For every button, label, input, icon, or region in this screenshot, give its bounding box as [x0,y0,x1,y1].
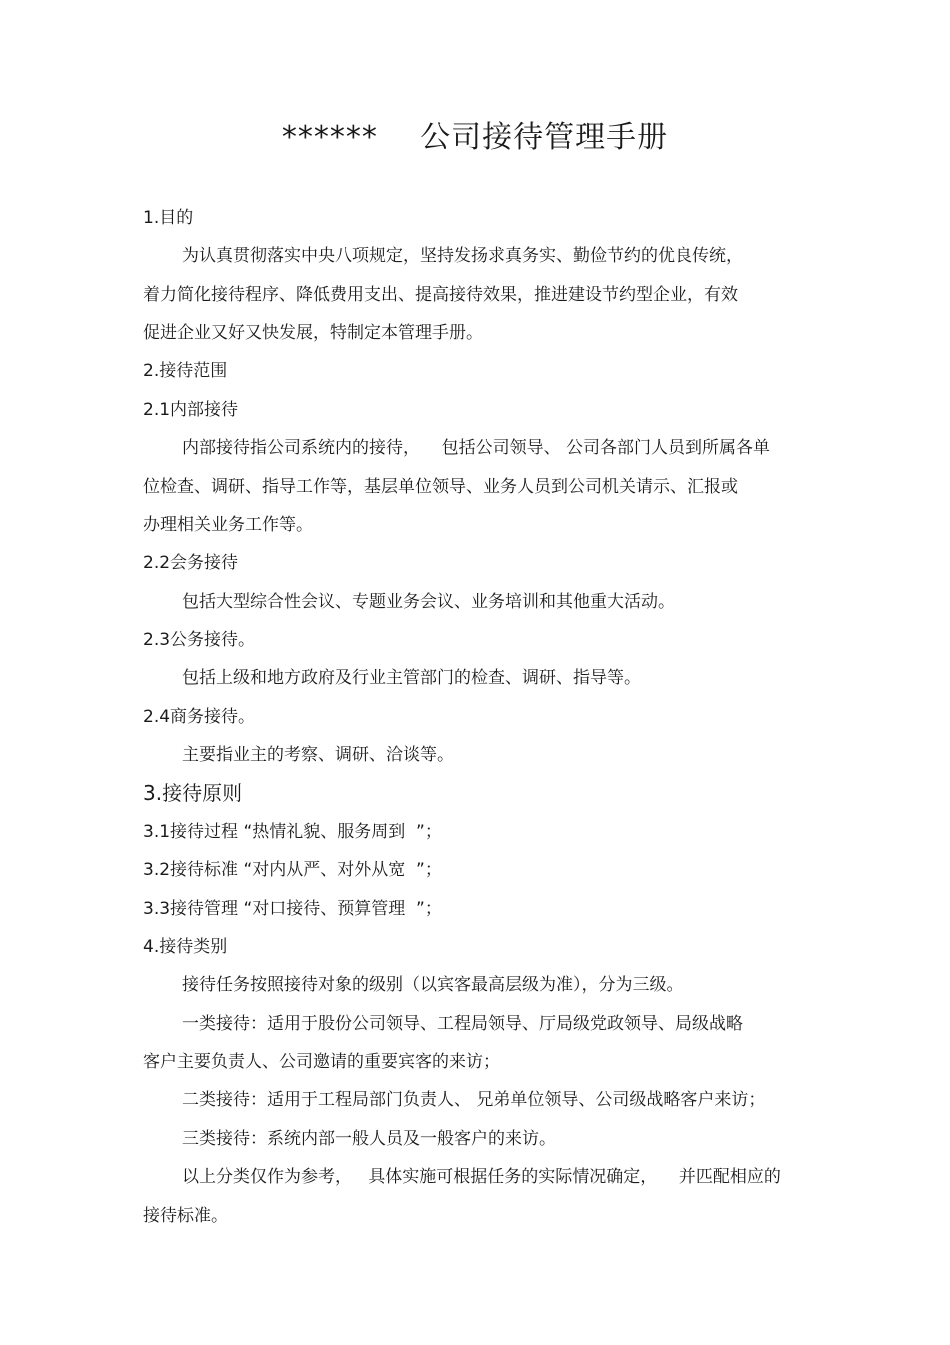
paragraph-line: 办理相关业务工作等。 [143,515,313,535]
paragraph-line: 客户主要负责人、公司邀请的重要宾客的来访； [143,1052,500,1072]
paragraph-line: 着力简化接待程序、降低费用支出、提高接待效果，推进建设节约型企业，有效 [143,285,738,305]
subsection-heading-official: 2.3公务接待。 [143,630,256,650]
paragraph-line: 主要指业主的考察、调研、洽谈等。 [182,745,454,765]
paragraph-line: 以上分类仅作为参考， 具体实施可根据任务的实际情况确定， 并匹配相应的 [182,1167,781,1187]
subsection-heading-meeting: 2.2会务接待 [143,553,239,573]
paragraph-line: 接待标准。 [143,1206,228,1226]
paragraph-line: 内部接待指公司系统内的接待， 包括公司领导、 公司各部门人员到所属各单 [182,438,771,458]
section-heading-categories: 4.接待类别 [143,937,228,957]
paragraph-line: 位检查、调研、指导工作等，基层单位领导、业务人员到公司机关请示、汇报或 [143,477,738,497]
section-heading-purpose: 1.目的 [143,208,194,228]
paragraph-line: 为认真贯彻落实中央八项规定，坚持发扬求真务实、勤俭节约的优良传统， [182,246,743,266]
paragraph-line: 接待任务按照接待对象的级别（以宾客最高层级为准），分为三级。 [182,975,684,995]
paragraph-line: 包括上级和地方政府及行业主管部门的检查、调研、指导等。 [182,668,641,688]
paragraph-line: 三类接待：系统内部一般人员及一般客户的来访。 [182,1129,556,1149]
section-heading-scope: 2.接待范围 [143,361,228,381]
subsection-heading-internal: 2.1内部接待 [143,400,239,420]
principle-item: 3.3接待管理 “对口接待、预算管理 ”； [143,899,442,919]
section-heading-principles: 3.接待原则 [143,781,243,805]
principle-item: 3.1接待过程 “热情礼貌、服务周到 ”； [143,822,442,842]
paragraph-line: 二类接待：适用于工程局部门负责人、 兄弟单位领导、公司级战略客户来访； [182,1090,766,1110]
subsection-heading-business: 2.4商务接待。 [143,707,256,727]
paragraph-line: 促进企业又好又快发展，特制定本管理手册。 [143,323,483,343]
paragraph-line: 一类接待：适用于股份公司领导、工程局领导、厅局级党政领导、局级战略 [182,1014,743,1034]
paragraph-line: 包括大型综合性会议、专题业务会议、业务培训和其他重大活动。 [182,592,675,612]
document-title: ****** 公司接待管理手册 [281,120,669,155]
principle-item: 3.2接待标准 “对内从严、对外从宽 ”； [143,860,442,880]
